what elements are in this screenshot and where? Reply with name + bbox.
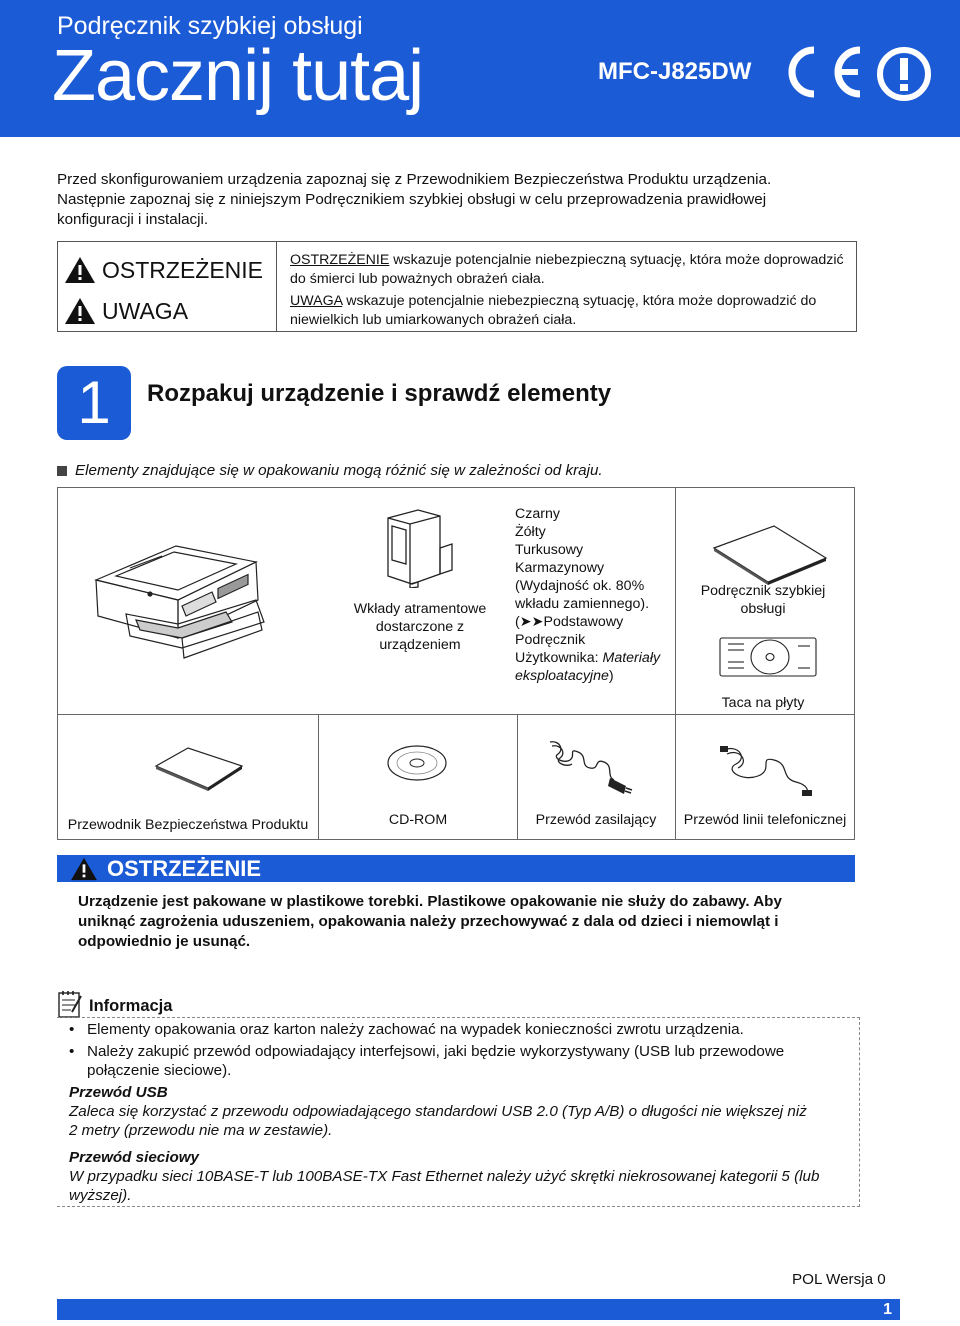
alert-circle-icon [876, 46, 932, 102]
square-bullet-icon [57, 466, 67, 476]
cdrom-illustration [386, 744, 448, 782]
disc-tray-caption: Taca na płyty [721, 695, 805, 711]
hazard-legend-box [57, 241, 857, 332]
cdrom-caption: CD-ROM [388, 812, 448, 828]
grid-line [675, 488, 676, 839]
safety-guide-illustration [154, 746, 244, 792]
power-cord-illustration [544, 736, 634, 800]
disc-tray-illustration [718, 634, 818, 680]
warning-label: OSTRZEŻENIE [64, 256, 263, 284]
double-arrow-icon: ➤➤ [519, 614, 544, 630]
information-list [69, 1020, 854, 1207]
usb-cable-text: Zaleca się korzystać z przewodu odpowiadającego standardowi USB 2.0 (Typ A/B) o długości nie większej niż 2 metry (przewodu nie ma w zestawie). [69, 1103, 807, 1139]
safety-guide-caption: Przewodnik Bezpieczeństwa Produktu [67, 817, 309, 833]
caution-description: UWAGA wskazuje potencjalnie niebezpieczną sytuację, która może doprowadzić do niewielkich lub umiarkowanych obrażeń ciała. [290, 293, 817, 328]
warning-description: OSTRZEŻENIE wskazuje potencjalnie niebezpieczną sytuację, która może doprowadzić do śmierci lub poważnych obrażeń ciała. [290, 252, 844, 287]
plastic-bag-warning-bar: OSTRZEŻENIE [57, 855, 855, 882]
header-banner [0, 0, 960, 137]
note-pad-icon [57, 990, 83, 1018]
page-number: 1 [883, 1301, 892, 1318]
warning-triangle-icon [69, 857, 99, 881]
printer-illustration [86, 518, 296, 668]
basic-guide-reference: (➤➤Podstawowy [515, 614, 624, 630]
quick-guide-illustration [710, 522, 830, 586]
phone-cord-illustration [718, 742, 818, 798]
caution-triangle-icon [64, 297, 96, 325]
warning-triangle-icon [64, 256, 96, 284]
model-number: MFC-J825DW [598, 58, 752, 85]
quick-guide-caption: Podręcznik szybkiej obsługi [700, 583, 826, 617]
ce-mark-icon [774, 44, 866, 100]
step-title: Rozpakuj urządzenie i sprawdź elementy [147, 380, 612, 407]
footer-bar [57, 1299, 900, 1320]
usb-cable-heading: Przewód USB [69, 1084, 168, 1101]
contents-note: Elementy znajdujące się w opakowaniu mogą różnić się w zależności od kraju. [57, 462, 603, 479]
phone-cord-caption: Przewód linii telefonicznej [683, 812, 847, 828]
list-item: • Elementy opakowania oraz karton należy zachować na wypadek konieczności zwrotu urządzenia. [69, 1021, 744, 1038]
legend-divider [276, 242, 277, 331]
package-contents-table [57, 487, 855, 840]
intro-text: Przed skonfigurowaniem urządzenia zapoznaj się z Przewodnikiem Bezpieczeństwa Produktu urządzenia. Następnie zapoznaj się z niniejszym Podręcznikiem szybkiej obsługi w celu przeprowadzenia prawidłowej konfiguracji i instalacji. [57, 171, 772, 228]
network-cable-heading: Przewód sieciowy [69, 1149, 199, 1166]
caution-label: UWAGA [64, 297, 188, 325]
document-title: Zacznij tutaj [52, 36, 424, 116]
power-cord-caption: Przewód zasilający [535, 812, 657, 828]
grid-line [58, 714, 854, 715]
plastic-bag-warning-text: Urządzenie jest pakowane w plastikowe torebki. Plastikowe opakowanie nie służy do zabawy. Aby uniknąć zagrożenia uduszeniem, opakowania należy przechowywać z dala od dzieci i niemowląt i odpowiednio je usunąć. [78, 893, 782, 950]
step-number-badge: 1 [57, 366, 131, 440]
ink-cartridge-illustration [378, 508, 460, 588]
ink-colors-list: Czarny Żółty Turkusowy Karmazynowy (Wydajność ok. 80% wkładu zamiennego). (➤➤Podstawowy Podręcznik Użytkownika: Materiały eksploatacyjne) [515, 505, 675, 685]
ink-cartridges-caption: Wkłady atramentowe dostarczone z urządzeniem [353, 601, 487, 653]
network-cable-text: W przypadku sieci 10BASE-T lub 100BASE-TX Fast Ethernet należy użyć skrętki niekrosowanej kategorii 5 (lub wyższej). [69, 1168, 820, 1204]
version-label: POL Wersja 0 [792, 1271, 886, 1288]
list-item: • Należy zakupić przewód odpowiadający interfejsowi, jaki będzie wykorzystywany (USB lub przewodowe połączenie sieciowe). [69, 1043, 785, 1079]
information-header: Informacja [57, 990, 172, 1018]
document-subtitle: Podręcznik szybkiej obsługi [57, 12, 363, 40]
